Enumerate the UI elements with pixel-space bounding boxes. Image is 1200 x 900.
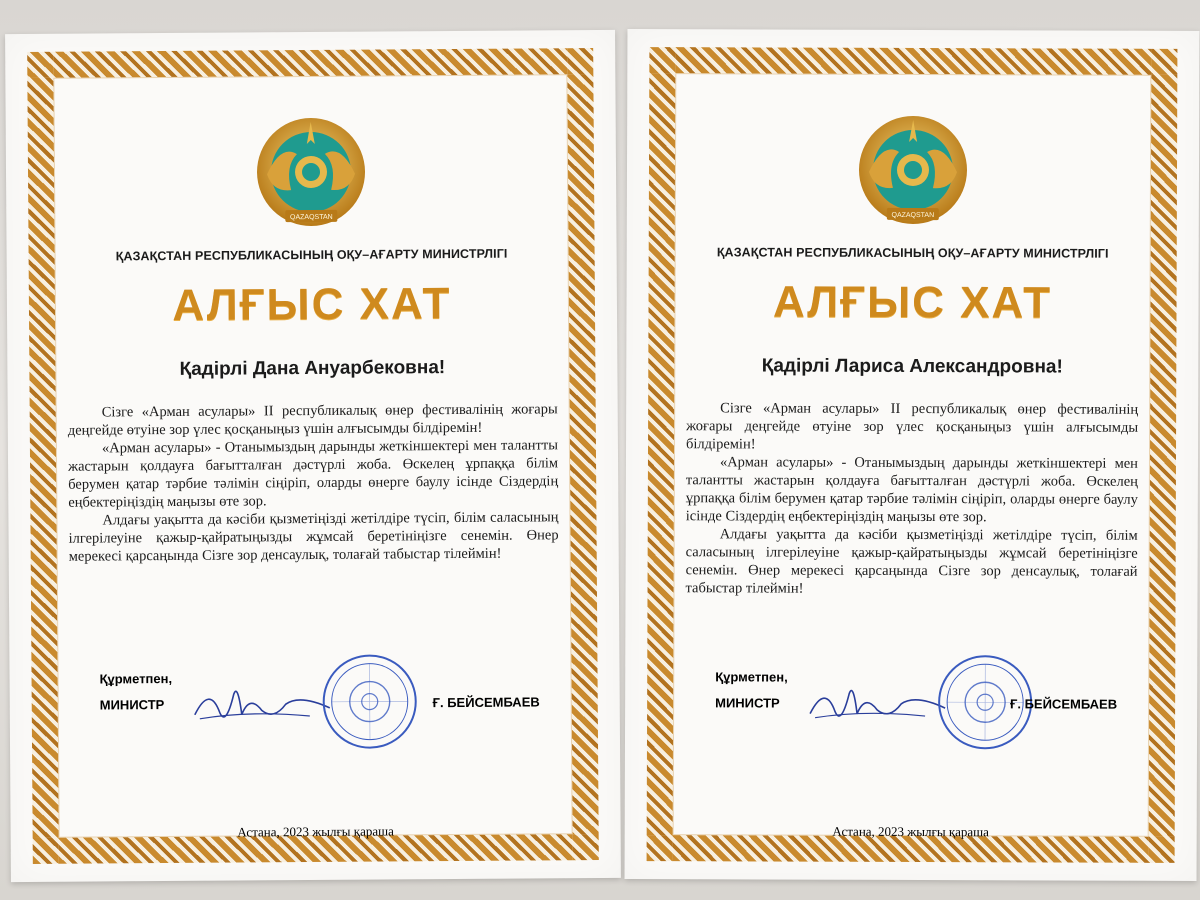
position-title: МИНИСТР — [715, 695, 780, 711]
paragraph: Сізге «Арман асулары» II республикалық өнер фестивалінің жоғары деңгейде өтуіне зор үлес қосқаныңыз үшін алғысымды білдіремін! — [686, 400, 1139, 453]
recipient-salutation: Қадірлі Лариса Александровна! — [761, 355, 1063, 378]
letter-body — [68, 400, 559, 565]
place-date: Астана, 2023 жылғы қараша — [832, 823, 989, 840]
signer-name: Ғ. БЕЙСЕМБАЕВ — [1009, 696, 1118, 712]
ministry-name: ҚАЗАҚСТАН РЕСПУБЛИКАСЫНЫҢ ОҚУ–АҒАРТУ МИНИСТРЛІГІ — [716, 245, 1109, 261]
closing-text: Құрметпен, — [715, 669, 788, 685]
emblem-label: QAZAQSTAN — [289, 213, 333, 222]
state-emblem-icon — [251, 114, 372, 235]
signature-block — [89, 668, 540, 761]
paragraph: Алдағы уақытта да кәсіби қызметіңізді жетілдіре түсіп, білім саласының ілгерілеуіне қажыр-қайратыңызды жұмсай беретініңізге сенемін. Өнер мерекесі қарсаңында Сізге зор денсаулық, толағай табыстар тілеймін! — [68, 509, 559, 565]
state-emblem-icon — [853, 112, 973, 232]
position-title: МИНИСТР — [99, 697, 165, 713]
recipient-salutation: Қадірлі Дана Ануарбековна! — [179, 357, 446, 380]
letter-body — [686, 399, 1139, 599]
ministry-name: ҚАЗАҚСТАН РЕСПУБЛИКАСЫНЫҢ ОҚУ–АҒАРТУ МИНИСТРЛІГІ — [115, 246, 508, 264]
signer-name: Ғ. БЕЙСЕМБАЕВ — [432, 694, 540, 711]
certificate-title: АЛҒЫС ХАТ — [172, 279, 452, 330]
paragraph: «Арман асулары» - Отанымыздың дарынды жеткіншектері мен талантты жастарын қолдауға бағытталған дәстүрлі жоба. Өскелең ұрпаққа білім берумен қатар тәрбие тәлімін сіңіріп, оларды өнерге баулу ісінде Сіздердің еңбектеріңіздің маңызы өте зор. — [68, 437, 559, 511]
certificate-title: АЛҒЫС ХАТ — [772, 277, 1053, 328]
closing-text: Құрметпен, — [99, 670, 173, 687]
official-stamp-icon — [319, 651, 420, 752]
signature-block — [705, 669, 1117, 760]
certificate-right — [625, 29, 1200, 881]
signature-icon — [190, 674, 340, 735]
signature-icon — [805, 674, 955, 735]
certificate-left — [5, 30, 621, 882]
paragraph: Сізге «Арман асулары» II республикалық өнер фестивалінің жоғары деңгейде өтуіне зор үлес қосқаныңыз үшін алғысымды білдіремін! — [67, 401, 558, 439]
emblem-label: QAZAQSTAN — [891, 211, 935, 220]
paragraph: Алдағы уақытта да кәсіби қызметіңізді жетілдіре түсіп, білім саласының ілгерілеуіне қажыр-қайратыңызды жұмсай беретініңізге сенемін. Өнер мерекесі қарсаңында Сізге зор денсаулық, толағай табыстар тілеймін! — [685, 526, 1138, 597]
paragraph: «Арман асулары» - Отанымыздың дарынды жеткіншектері мен талантты жастарын қолдауға бағытталған дәстүрлі жоба. Өскелең ұрпаққа білім берумен қатар тәрбие тәлімін сіңіріп, оларды өнерге баулу ісінде Сіздердің еңбектеріңіздің маңызы өте зор. — [685, 454, 1138, 526]
place-date: Астана, 2023 жылғы қараша — [237, 823, 394, 840]
